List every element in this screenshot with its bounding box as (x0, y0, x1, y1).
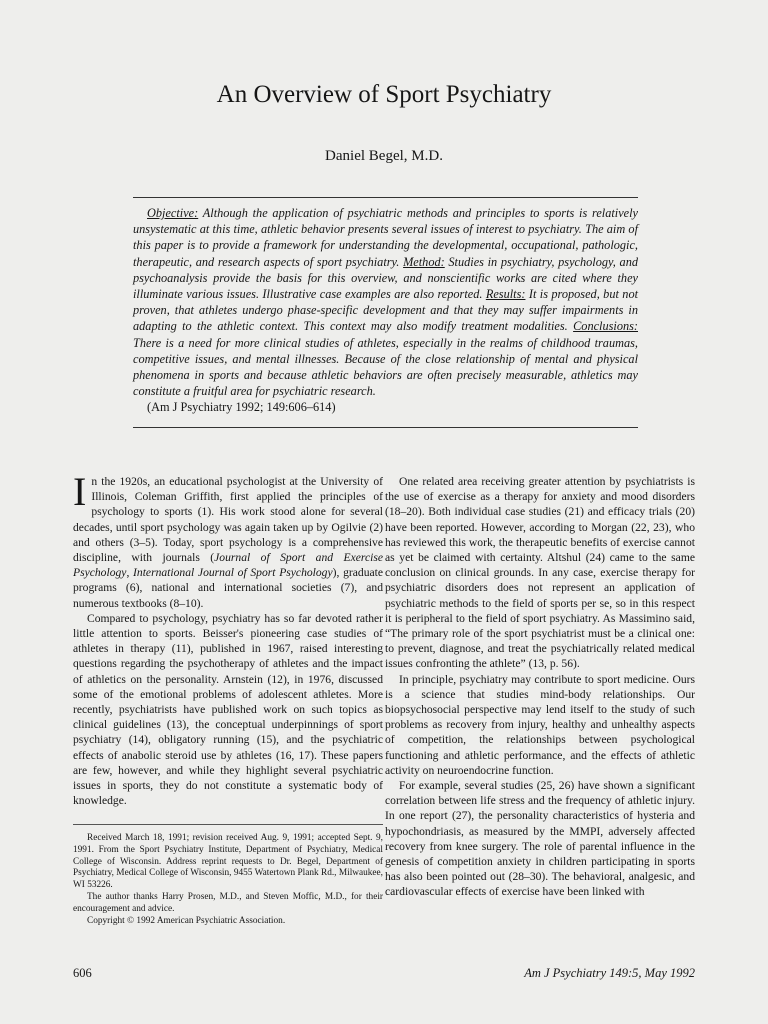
abstract-bottom-rule (133, 427, 638, 428)
results-label: Results: (485, 287, 526, 302)
page-number: 606 (73, 966, 92, 980)
method-label: Method: (403, 254, 445, 269)
paragraph: In principle, psychiatry may contribute to sport medicine. Ours is a science that studies mind-body relationships. Our biopsychosocial perspective may lend itself to the study of such problems as recovery from injury, healthy and unhealthy aspects of competition, the relationships between psychological functioning and athletic performance, and the effects of athletic activity on neuroendocrine function. (385, 672, 695, 777)
objective-label: Objective: (147, 206, 199, 220)
footnotes (73, 833, 383, 927)
abstract-citation: (Am J Psychiatry 1992; 149:606–614) (147, 400, 336, 415)
paragraph: For example, several studies (25, 26) have shown a significant correlation between life stress and the frequency of athletic injury. In one report (27), the personality characteristics of hysteria and hypochondriasis, as measured by the MMPI, adversely affected recovery from knee surgery. The role of parental influence in the genesis of competition anxiety in children participating in sports has also been pointed out (28–30). The behavioral, analgesic, and cardiovascular effects of exercise have been linked with (385, 779, 695, 899)
body-column-right (385, 474, 695, 900)
footnote-copyright: Copyright © 1992 American Psychiatric Association. (87, 915, 286, 926)
journal-name: International Journal of Sport Psychology (133, 566, 333, 580)
body-column-left (73, 469, 383, 808)
abstract (133, 205, 638, 416)
method-text: Studies in psychiatry, psychology, and psychoanalysis provide the basis for this overview, and nonscientific works are cited where they illuminate various issues. Illustrative case examples are also reported. (133, 254, 638, 302)
paragraph: One related area receiving greater attention by psychiatrists is the use of exercise as a therapy for anxiety and mood disorders (18–20). Both individual case studies (21) and efficacy trials (20) have been reported. However, according to Morgan (22, 23), who has reviewed this work, the therapeutic benefits of exercise cannot as yet be claimed with certainty. Altshul (24) came to the same conclusion on clinical grounds. In any case, exercise therapy for psychiatric disorders does not represent an application of psychiatric methods to the field of sports per se, so in this respect it is peripheral to the field of sport psychiatry. As Massimino said, “The primary role of the sport psychiatrist must be a clinical one: to prevent, diagnose, and treat the psychiatrically related medical issues confronting the athlete” (13, p. 56). (385, 475, 695, 671)
objective-text: Although the application of psychiatric methods and principles to sports is relatively unsystematic at this time, athletic behavior presents several issues of interest to psychiatry. The aim of this paper is to provide a framework for understanding the developmental, occupational, pathologic, therapeutic, and research aspects of sport psychiatry. (133, 206, 638, 269)
journal-name: Journal of Sport and Exercise Psychology (73, 551, 383, 580)
article-title: An Overview of Sport Psychiatry (216, 81, 552, 108)
paragraph: Compared to psychology, psychiatry has so far devoted rather little attention to sports. Beisser's pioneering case studies of athletes in therapy (11), published in 1967, raised interesting questions regarding the psychotherapy of athletes and the impact of athletics on the personality. Arnstein (12), in 1976, discussed some of the emotional problems of adolescent athletes. More recently, psychiatrists have published work on such topics as clinical guidelines (13), the conceptual underpinnings of sport psychiatry (14), obligatory running (15), and the psychiatric effects of anabolic steroid use by athletes (16, 17). These papers are few, however, and while they highlight several psychiatric issues in sports, they do not constitute a systematic body of knowledge. (73, 611, 383, 808)
conclusions-text: There is a need for more clinical studies of athletes, especially in the realms of childhood traumas, competitive issues, and mental illnesses. Because of the close relationship of mental and physical phenomena in sports and because athletic behaviors are often precisely measurable, athletics may constitute a fruitful area for psychiatric research. (133, 335, 638, 399)
separator: , (126, 566, 134, 580)
footnote-received: Received March 18, 1991; revision received Aug. 9, 1991; accepted Sept. 9, 1991. From the Sport Psychiatry Institute, Department of Psychiatry, Medical College of Wisconsin. Address reprint requests to Dr. Begel, Department of Psychiatry, Medical College of Wisconsin, 9455 Watertown Plank Rd., Milwaukee, WI 53226. (73, 833, 383, 891)
paragraph-text: n the 1920s, an educational psychologist at the University of Illinois, Coleman Griffith, first applied the principles of psychology to sports (1). His work stood alone for several decades, until sport psychology was again taken up by Ogilvie (2) and others (3–5). Today, sport psychology is a comprehensive discipline, with journals ( (73, 475, 383, 565)
results-text: It is proposed, but not proven, that athletes undergo phase-specific development and that they may suffer impairments in adapting to the athletic context. This context may also modify treatment modalities. (133, 287, 639, 334)
footnote-thanks: The author thanks Harry Prosen, M.D., and Steven Moffic, M.D., for their encouragement and advice. (73, 891, 383, 914)
paragraph-text: ), graduate programs (6), national and international societies (7), and numerous textbooks (8–10). (73, 566, 383, 610)
drop-cap: I (73, 469, 87, 514)
conclusions-label: Conclusions: (573, 319, 638, 334)
abstract-top-rule (133, 197, 638, 198)
journal-running-footer: Am J Psychiatry 149:5, May 1992 (524, 966, 695, 980)
article-author: Daniel Begel, M.D. (325, 148, 443, 164)
paragraph-intro (73, 469, 383, 611)
footnote-rule (73, 824, 383, 825)
